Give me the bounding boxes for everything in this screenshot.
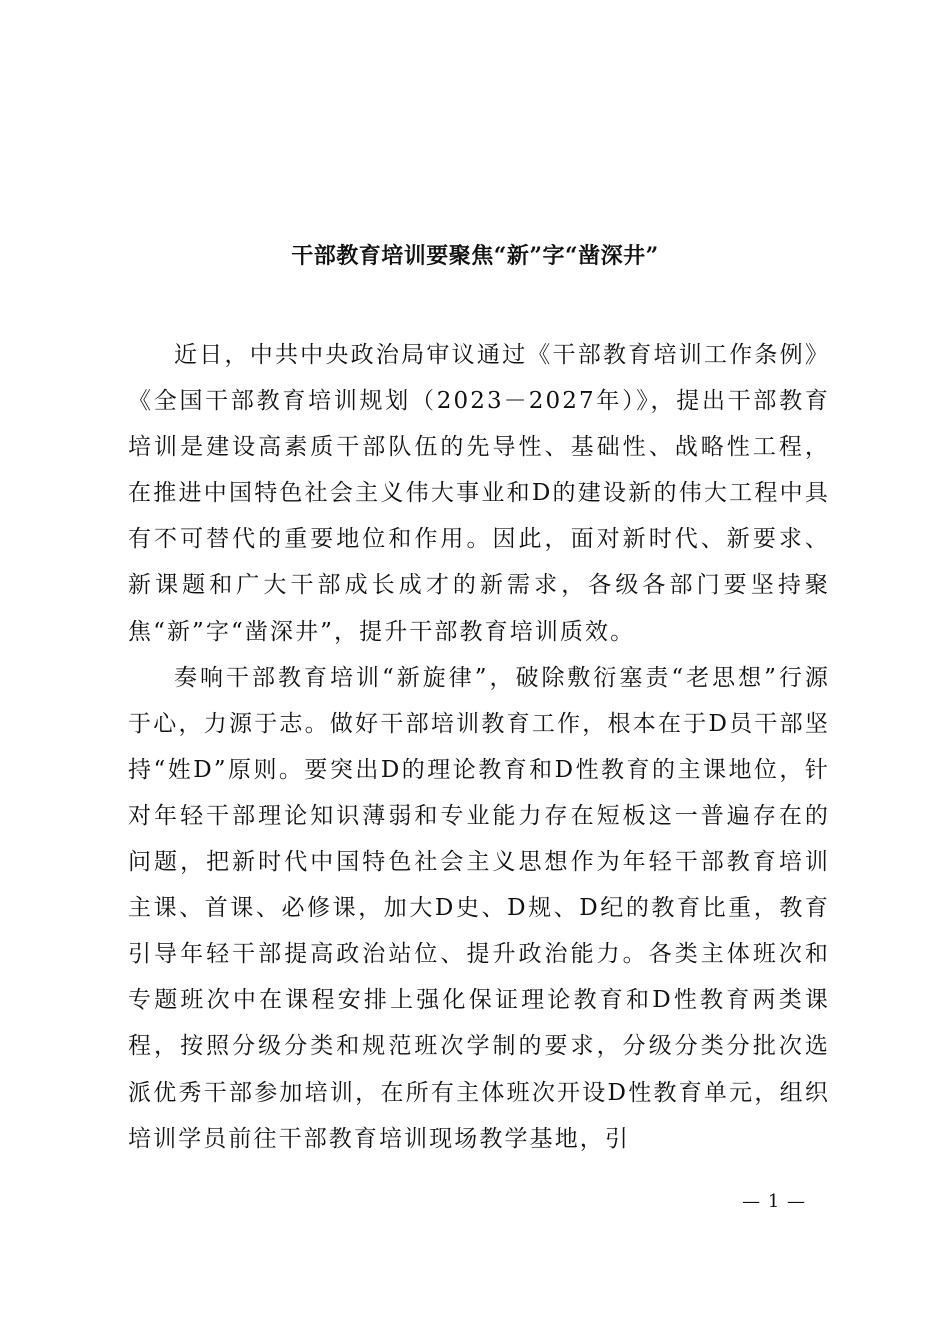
page-number: — 1 — [742, 1191, 806, 1212]
document-body [128, 332, 830, 1162]
document-title: 干部教育培训要聚焦“新”字“凿深井” [291, 243, 659, 269]
paragraph-intro: 近日，中共中央政治局审议通过《干部教育培训工作条例》《全国干部教育培训规划（2023－2027年）》，提出干部教育培训是建设高素质干部队伍的先导性、基础性、战略性工程，在推进中国特色社会主义伟大事业和D的建设新的伟大工程中具有不可替代的重要地位和作用。因此，面对新时代、新要求、新课题和广大干部成长成才的新需求，各级各部门要坚持聚焦“新”字“凿深井”，提升干部教育培训质效。 [128, 342, 830, 645]
paragraph-second: 奏响干部教育培训“新旋律”，破除敷衍塞责“老思想”行源于心，力源于志。做好干部培训教育工作，根本在于D员干部坚持“姓D”原则。要突出D的理论教育和D性教育的主课地位，针对年轻干部理论知识薄弱和专业能力存在短板这一普遍存在的问题，把新时代中国特色社会主义思想作为年轻干部教育培训主课、首课、必修课，加大D史、D规、D纪的教育比重，教育引导年轻干部提高政治站位、提升政治能力。各类主体班次和专题班次中在课程安排上强化保证理论教育和D性教育两类课程，按照分级分类和规范班次学制的要求，分级分类分批次选派优秀干部参加培训，在所有主体班次开设D性教育单元，组织培训学员前往干部教育培训现场教学基地，引 [128, 664, 830, 1152]
